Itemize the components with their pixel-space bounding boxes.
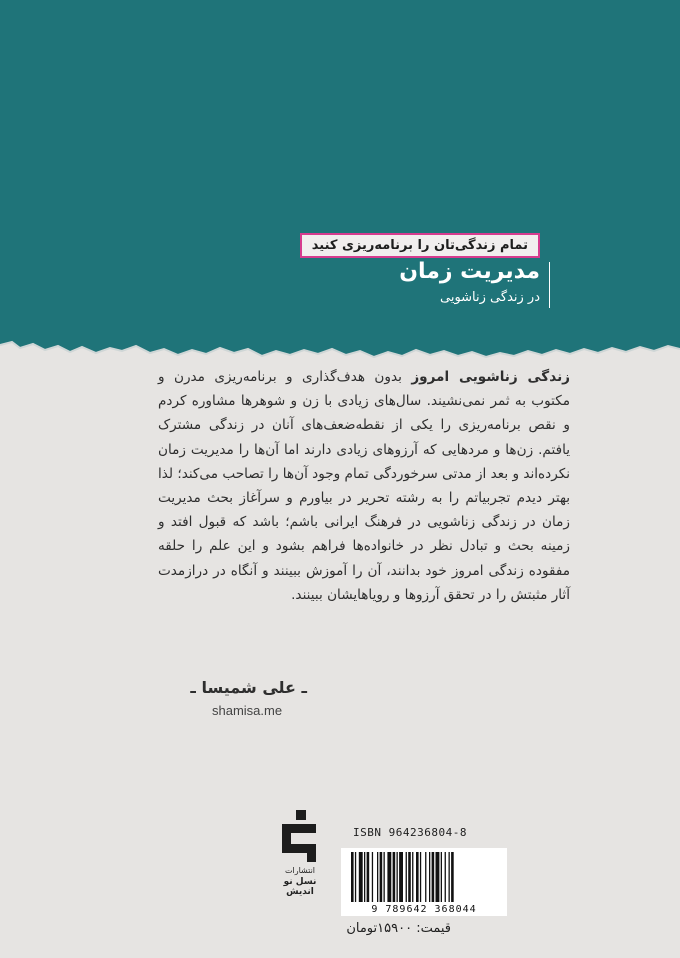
barcode-bar xyxy=(441,852,442,902)
price-label: قیمت: ۱۵۹۰۰تومان xyxy=(346,921,451,936)
barcode-bar xyxy=(393,852,396,902)
blurb-paragraph xyxy=(158,365,570,607)
barcode-bar xyxy=(380,852,383,902)
barcode-bar xyxy=(406,852,407,902)
title-divider xyxy=(549,262,550,308)
isbn-label: ISBN 964236804-8 xyxy=(353,826,467,839)
barcode-bar xyxy=(408,852,411,902)
barcode-bar xyxy=(355,852,356,902)
blurb-text: بدون هدف‌گذاری و برنامه‌ریزی مدرن و مکتوب به ثمر نمی‌نشیند. سال‌های زیادی با زن و شوهرها مشاوره کردم و نقص برنامه‌ریزی را یکی از نقطه‌ضعف‌های آنان در زندگی مشترک یافتم. زن‌ها و مردهایی که آرزوهای زیادی دارند اما آن‌ها را مدیریت زمان نکرده‌اند و بعد از مدتی سرخوردگی تمام وجود آن‌ها را تصاحب می‌کند؛ لذا بهتر دیدم تجربیاتم را به رشته تحریر در بیاورم و سرآغاز بحث مدیریت زمان در زندگی زناشویی در فرهنگ ایرانی باشم؛ باشد که قبول افتد و زمینه بحث و تبادل نظر در خانواده‌ها فراهم بشود و این علم را حلقه مفقوده زندگی امروز خود بدانند، آن را آموزش ببینند و آنگاه در درازمدت آثار مثبتش را در تحقق آرزوها و رویاهایشان ببینند. xyxy=(158,369,570,603)
barcode-bar xyxy=(384,852,385,902)
book-title: مدیریت زمان xyxy=(399,259,540,284)
barcode-bar xyxy=(377,852,378,902)
barcode-bar xyxy=(367,852,370,902)
barcode-bar xyxy=(372,852,373,902)
author-website: shamisa.me xyxy=(212,703,283,718)
author-name: ـ علی شمیسا ـ xyxy=(190,678,307,697)
barcode-bar xyxy=(436,852,440,902)
barcode-bar xyxy=(425,852,426,902)
barcode-bar xyxy=(412,852,413,902)
publisher-name: نسل نو اندیش xyxy=(283,877,317,897)
publisher-mark-icon xyxy=(274,808,322,864)
publisher-label: انتشارات xyxy=(284,866,316,875)
barcode-bar xyxy=(387,852,391,902)
torn-paper-edge xyxy=(0,300,680,370)
book-subtitle: در زندگی زناشویی xyxy=(440,290,540,305)
barcode-digits: 9 789642 368044 xyxy=(371,904,477,915)
barcode-bar xyxy=(451,852,454,902)
barcode-bar xyxy=(397,852,398,902)
barcode-bar xyxy=(359,852,363,902)
barcode xyxy=(341,848,507,916)
barcode-bar xyxy=(429,852,430,902)
barcode-bar xyxy=(432,852,435,902)
barcode-bar xyxy=(420,852,421,902)
barcode-bar xyxy=(445,852,446,902)
barcode-bar xyxy=(351,852,354,902)
barcode-bar xyxy=(416,852,419,902)
blurb-lead: زندگی زناشویی امروز xyxy=(411,369,570,385)
tagline-text: تمام زندگی‌تان را برنامه‌ریزی کنید xyxy=(311,238,528,253)
publisher-logo xyxy=(272,808,328,897)
tagline-box xyxy=(300,233,540,258)
barcode-bar xyxy=(364,852,365,902)
barcode-bar xyxy=(399,852,403,902)
barcode-bar xyxy=(449,852,450,902)
barcode-bars xyxy=(349,852,499,904)
cover-title-block xyxy=(370,258,540,306)
